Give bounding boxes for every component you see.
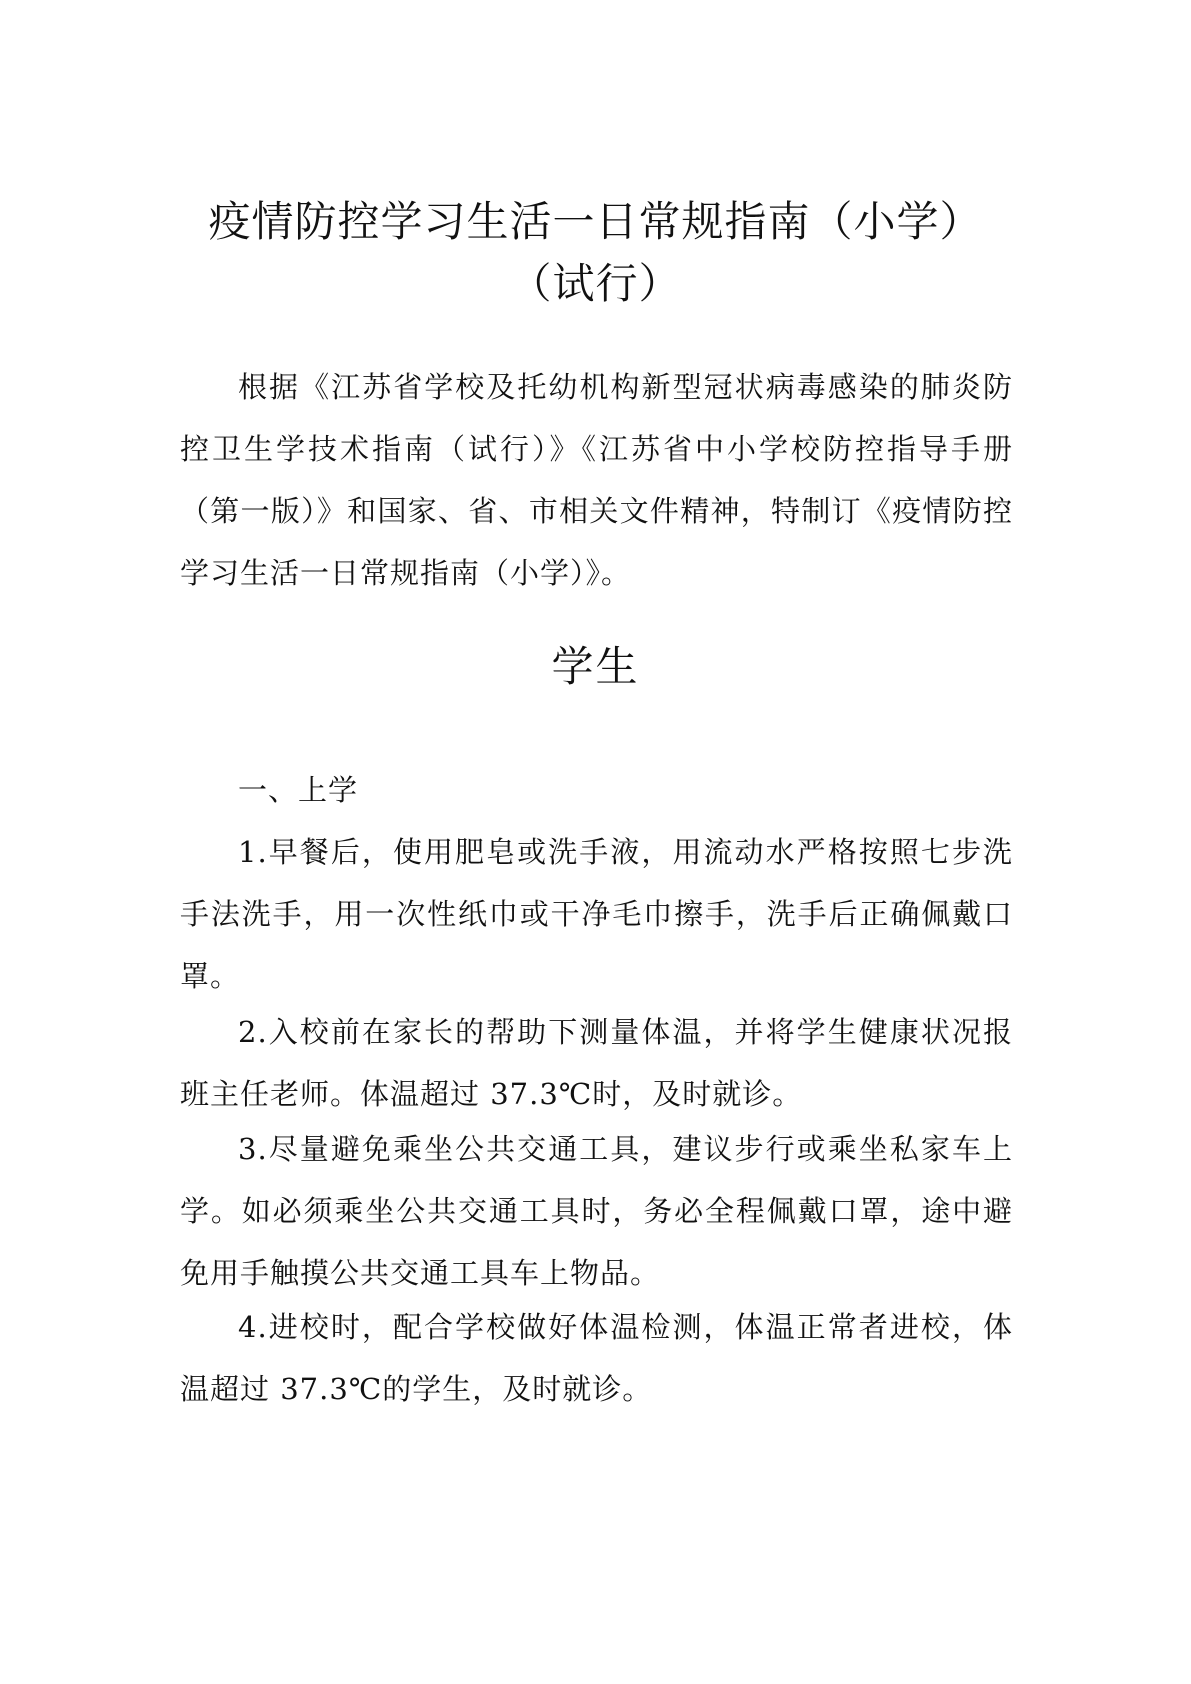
list-item: 3.尽量避免乘坐公共交通工具，建议步行或乘坐私家车上学。如必须乘坐公共交通工具时，务必全程佩戴口罩，途中避免用手触摸公共交通工具车上物品。 xyxy=(180,1132,1013,1290)
subsection-heading: 一、上学 xyxy=(238,773,359,807)
document-subtitle: （试行） xyxy=(509,259,682,308)
list-item: 1.早餐后，使用肥皂或洗手液，用流动水严格按照七步洗手法洗手，用一次性纸巾或干净毛巾擦手，洗手后正确佩戴口罩。 xyxy=(180,835,1013,993)
document-title: 疫情防控学习生活一日常规指南（小学） xyxy=(208,197,983,246)
list-item: 2.入校前在家长的帮助下测量体温，并将学生健康状况报班主任老师。体温超过 37.3℃时，及时就诊。 xyxy=(180,1015,1013,1111)
section-heading: 学生 xyxy=(551,642,640,691)
intro-paragraph: 根据《江苏省学校及托幼机构新型冠状病毒感染的肺炎防控卫生学技术指南（试行）》《江苏省中小学校防控指导手册（第一版）》和国家、省、市相关文件精神，特制订《疫情防控学习生活一日常规指南（小学）》。 xyxy=(180,370,1013,590)
list-item: 4.进校时，配合学校做好体温检测，体温正常者进校，体温超过 37.3℃的学生，及时就诊。 xyxy=(180,1310,1013,1406)
